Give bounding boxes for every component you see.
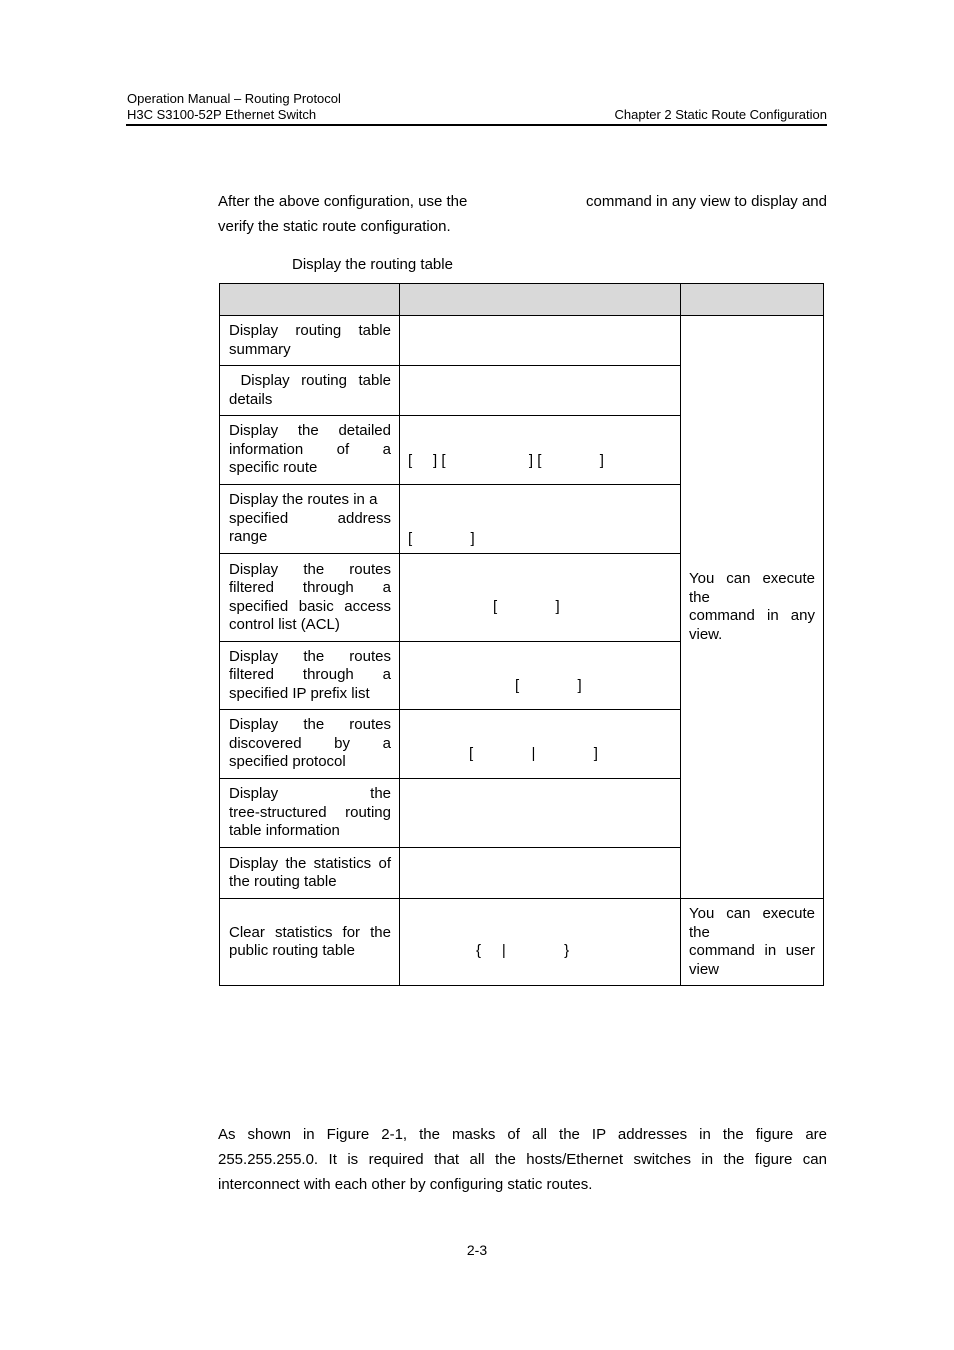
operation-cell [220,366,400,416]
operation-text: Display the routes in a [229,491,378,509]
example-line: interconnect with each other by configuring static routes. [218,1176,593,1193]
header-chapter-title: Chapter 2 Static Route Configuration [614,107,827,122]
command-cell [400,366,681,416]
header-manual-title: Operation Manual – Routing Protocol [127,91,341,106]
operation-cell [220,316,400,366]
operation-text: information of a [229,440,391,458]
operation-text: discovered by a [229,734,391,752]
command-cell [400,779,681,848]
operation-text: Display routing table [229,372,391,389]
operation-cell [220,416,400,485]
header-product-name: H3C S3100-52P Ethernet Switch [127,107,317,122]
operation-text: specified IP prefix list [229,684,370,702]
command-syntax-brackets: [ ] [493,598,560,615]
operation-text: Display the detailed [229,422,391,440]
header-cell-command [400,284,681,316]
operation-text: Clear statistics for the [229,923,391,941]
operation-text: Display the routes [229,716,391,734]
intro-text-start: After the above configuration, use the [218,193,468,210]
header-rule [126,124,827,126]
operation-text: control list (ACL) [229,616,340,633]
operation-text: Display routing table [229,322,391,339]
operation-text: filtered through a [229,579,391,596]
operation-cell [220,554,400,642]
operation-text: table information [229,822,340,840]
command-cell [400,848,681,899]
operation-text: Display the [229,785,391,803]
command-syntax-brackets: { | } [476,942,570,959]
operation-text: Display the statistics of [229,854,391,872]
operation-text: details [229,390,273,408]
header-cell-operation [220,284,400,316]
operation-text: the routing table [229,873,337,890]
remarks-text: view [689,960,720,978]
header-cell-remarks [681,284,824,316]
operation-text: specified address [229,509,391,527]
operation-cell [220,642,400,710]
table-row [220,316,824,366]
command-cell [400,316,681,366]
operation-text: Display the routes [229,560,391,578]
example-paragraph [218,1122,827,1197]
remarks-text: view. [689,625,723,643]
command-cell [400,485,681,554]
remarks-text: command in user [689,942,815,959]
page-number: 2-3 [466,1242,488,1258]
command-syntax-brackets: [ ] [408,530,475,547]
command-cell [400,710,681,779]
example-line: As shown in Figure 2-1, the masks of all the IP addresses in the figure are [218,1126,827,1143]
table-caption: Display the routing table [292,256,453,273]
command-cell [400,899,681,986]
operation-cell [220,485,400,554]
remarks-text: command in any [689,607,815,624]
operation-cell [220,779,400,848]
routing-display-table [219,283,824,986]
operation-text: Display the routes [229,647,391,665]
table-header-row [220,284,824,316]
command-cell [400,554,681,642]
operation-text: specific route [229,459,318,477]
remarks-cell-user-view [681,899,824,986]
command-syntax-brackets: [ ] [ ] [ ] [408,452,604,469]
example-line: 255.255.255.0. It is required that all the hosts/Ethernet switches in the figure can [218,1151,827,1168]
remarks-text: the [689,588,710,606]
operation-text: tree-structured routing [229,803,391,821]
operation-text: filtered through a [229,666,391,684]
command-syntax-brackets: [ | ] [469,745,598,762]
operation-text: specified basic access [229,597,391,615]
operation-cell [220,710,400,779]
command-syntax-brackets: [ ] [515,677,582,694]
operation-cell [220,848,400,899]
command-cell [400,416,681,485]
operation-text: range [229,528,268,546]
operation-cell [220,899,400,986]
remarks-text: You can execute [689,570,815,587]
command-cell [400,642,681,710]
operation-text: specified protocol [229,753,346,771]
remarks-cell-any-view [681,316,824,899]
remarks-text: You can execute [689,905,815,922]
remarks-text: the [689,923,710,941]
intro-text-line2: verify the static route configuration. [218,218,451,235]
operation-text: public routing table [229,942,355,959]
table-row [220,899,824,986]
intro-text-end: command in any view to display and [586,193,827,210]
operation-text: summary [229,340,291,358]
